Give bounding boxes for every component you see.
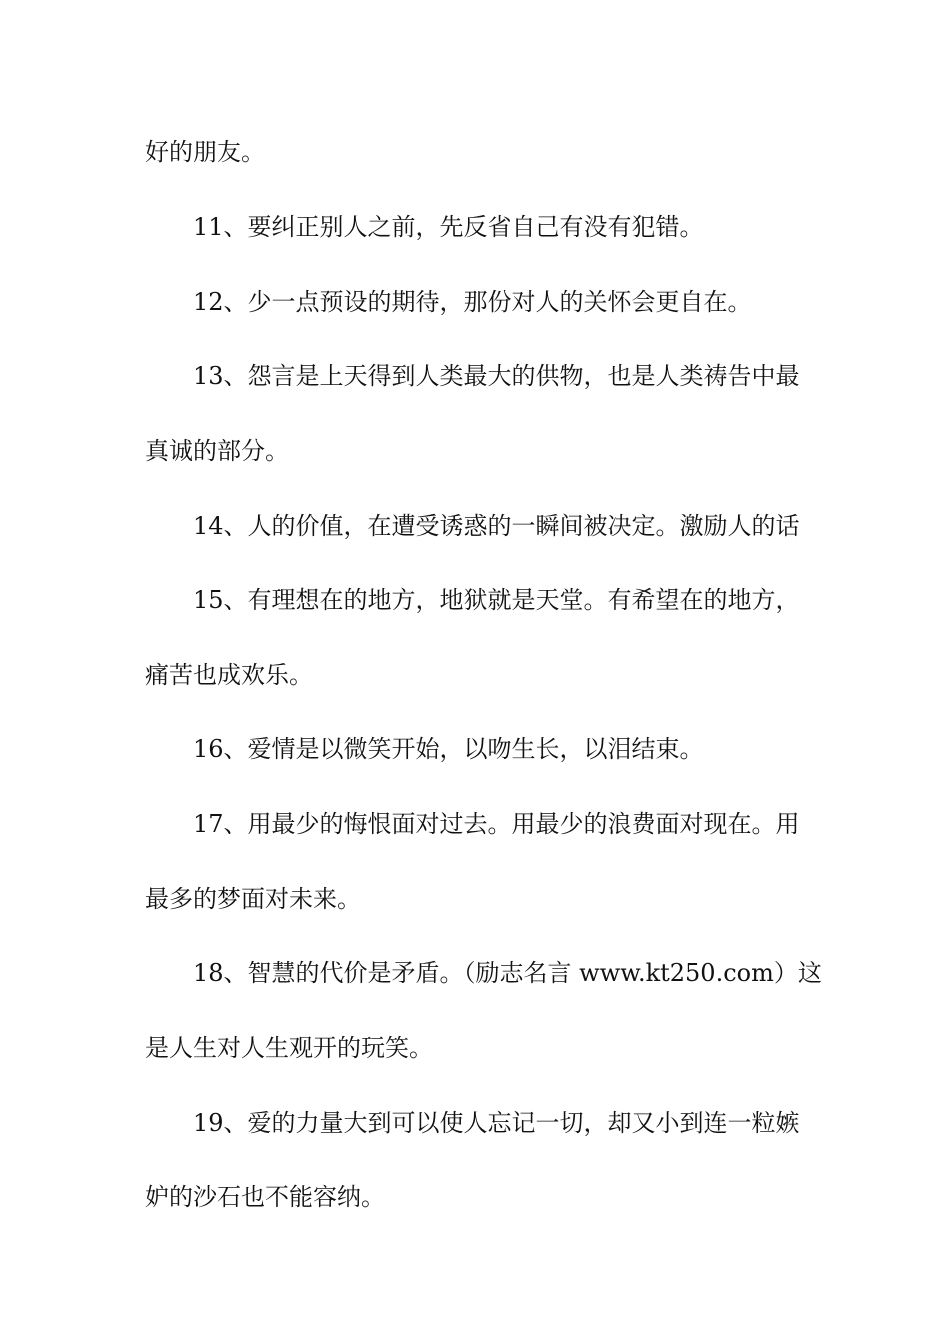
text-line: 好的朋友。 — [145, 138, 265, 166]
quote-15: 15、有理想在的地方，地狱就是天堂。有希望在的地方， — [193, 586, 800, 614]
text-line: 是人生对人生观开的玩笑。 — [145, 1034, 433, 1062]
quote-12: 12、少一点预设的期待，那份对人的关怀会更自在。 — [193, 288, 752, 316]
text-line: 妒的沙石也不能容纳。 — [145, 1183, 385, 1211]
quote-14: 14、人的价值，在遭受诱惑的一瞬间被决定。激励人的话 — [193, 512, 800, 540]
quote-16: 16、爱情是以微笑开始，以吻生长，以泪结束。 — [193, 735, 704, 763]
quote-18: 18、智慧的代价是矛盾。（励志名言 www.kt250.com）这 — [193, 959, 822, 987]
quote-19: 19、爱的力量大到可以使人忘记一切，却又小到连一粒嫉 — [193, 1109, 800, 1137]
quote-13: 13、怨言是上天得到人类最大的供物，也是人类祷告中最 — [193, 362, 800, 390]
quote-11: 11、要纠正别人之前，先反省自己有没有犯错。 — [193, 213, 704, 241]
quote-17: 17、用最少的悔恨面对过去。用最少的浪费面对现在。用 — [193, 810, 800, 838]
text-line: 最多的梦面对未来。 — [145, 885, 361, 913]
text-line: 真诚的部分。 — [145, 437, 289, 465]
text-line: 痛苦也成欢乐。 — [145, 661, 313, 689]
